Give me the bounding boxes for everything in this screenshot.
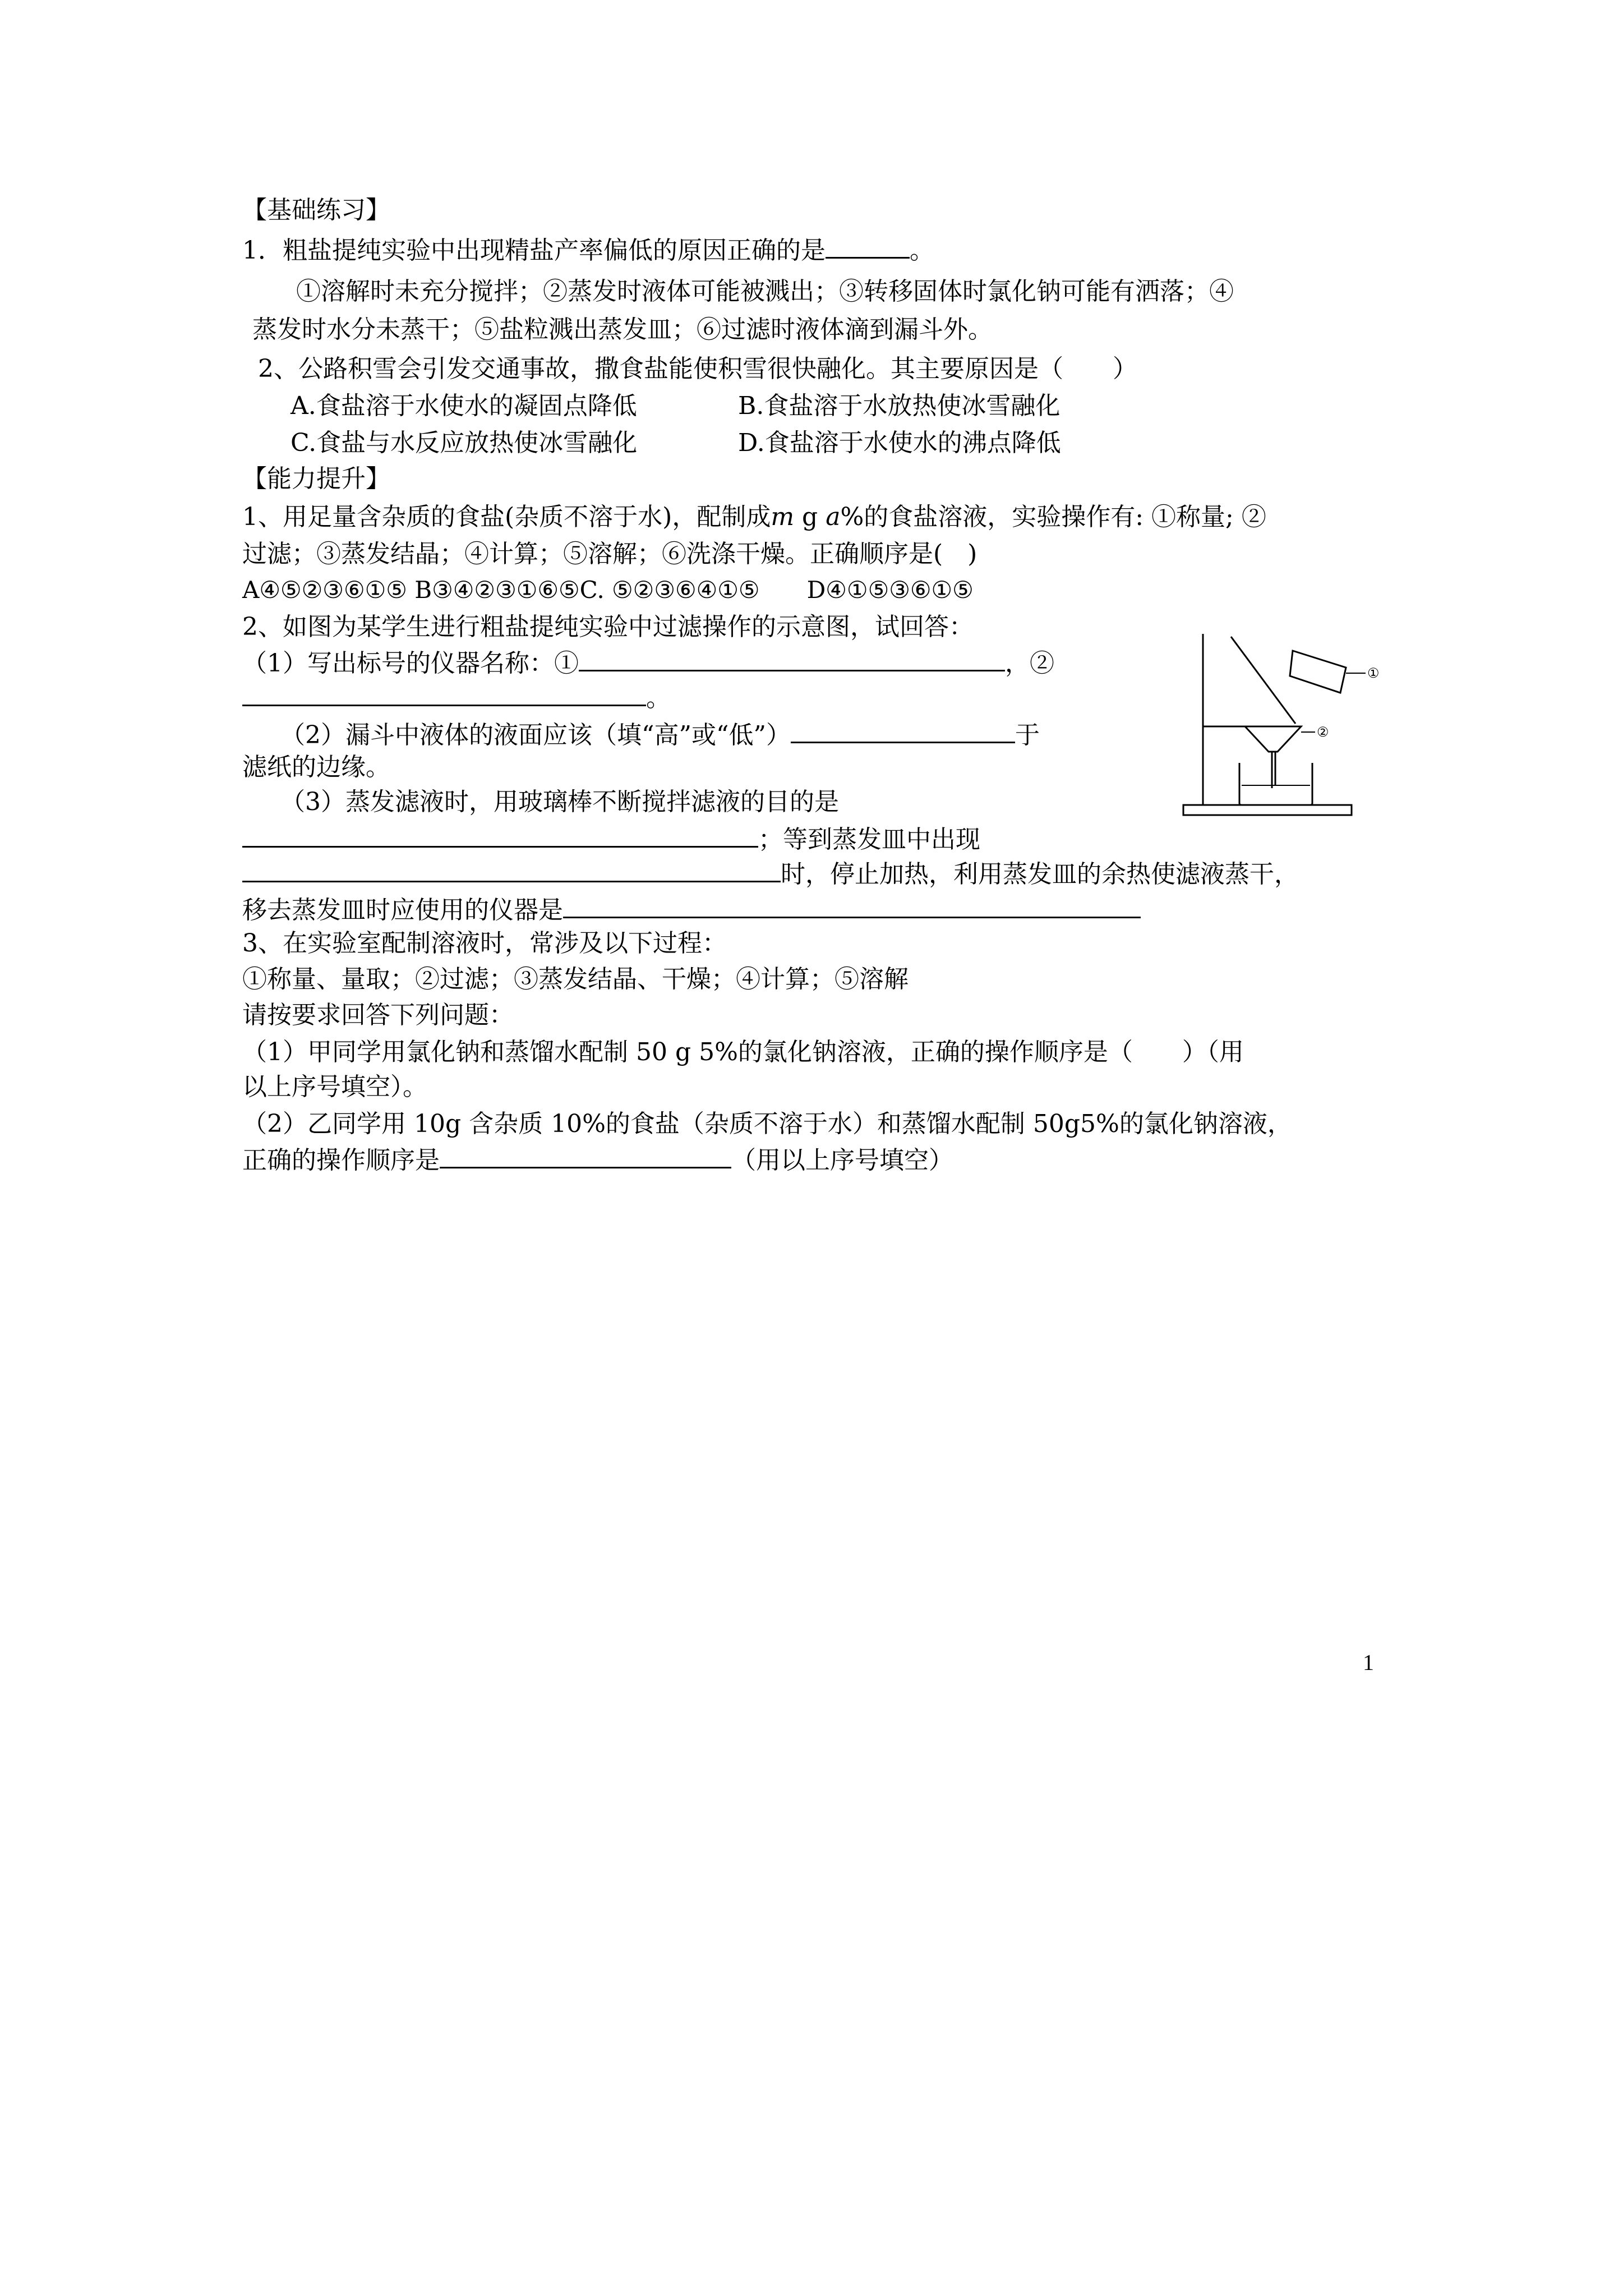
basic-q2-option-d: D.食盐溶于水使水的沸点降低	[738, 429, 1061, 457]
answer-blank[interactable]	[826, 232, 910, 259]
basic-q2-stem: 2、公路积雪会引发交通事故，撒食盐能使积雪很快融化。其主要原因是（ ）	[258, 355, 1137, 383]
ability-q3-steps: ①称量、量取；②过滤；③蒸发结晶、干燥；④计算；⑤溶解	[242, 965, 909, 993]
ability-q2-stem: 2、如图为某学生进行粗盐提纯实验中过滤操作的示意图，试回答：	[242, 613, 974, 641]
answer-blank[interactable]	[242, 821, 758, 848]
basic-q2-option-a: A.食盐溶于水使水的凝固点降低	[291, 392, 637, 420]
ability-q3-stem: 3、在实验室配制溶液时，常涉及以下过程：	[242, 929, 727, 958]
ability-q3-part2-line2: 正确的操作顺序是 （用以上序号填空）	[242, 1142, 953, 1177]
basic-q2-option-c: C.食盐与水反应放热使冰雪融化	[291, 429, 638, 457]
answer-blank[interactable]	[242, 856, 781, 882]
answer-blank[interactable]	[563, 892, 1141, 918]
ability-q2-part3-line3: 时，停止加热，利用蒸发皿的余热使滤液蒸干，	[242, 856, 1299, 891]
basic-q2-option-b: B.食盐溶于水放热使冰雪融化	[738, 392, 1061, 420]
filtration-apparatus-figure	[1178, 617, 1385, 825]
pouring-beaker	[1290, 651, 1346, 693]
figure-label-2: ②	[1317, 724, 1329, 740]
stand-base	[1183, 805, 1352, 815]
section-title-ability: 【能力提升】	[242, 464, 390, 493]
figure-label-1: ①	[1367, 665, 1380, 681]
page-number: 1	[1363, 1650, 1374, 1675]
ability-q3-part1-line1: （1）甲同学用氯化钠和蒸馏水配制 50 g 5%的氯化钠溶液，正确的操作顺序是（ ）（用	[242, 1038, 1244, 1066]
answer-blank[interactable]	[440, 1142, 731, 1168]
basic-q1-options-line1: ①溶解时未充分搅拌；②蒸发时液体可能被溅出；③转移固体时氯化钠可能有洒落；④	[296, 277, 1234, 306]
ability-q1-line1: 1、用足量含杂质的食盐(杂质不溶于水)，配制成m g a%的食盐溶液，实验操作有: ①称量; ②	[242, 503, 1266, 531]
funnel	[1245, 726, 1301, 752]
ability-q2-part3-line1: （3）蒸发滤液时，用玻璃棒不断搅拌滤液的目的是	[280, 788, 839, 816]
ability-q3-part2-line1: （2）乙同学用 10g 含杂质 10%的食盐（杂质不溶于水）和蒸馏水配制 50g5%的氯化钠溶液，	[242, 1110, 1292, 1138]
basic-q1-stem: 1．粗盐提纯实验中出现精盐产率偏低的原因正确的是 。	[242, 232, 934, 268]
glass-rod	[1231, 637, 1295, 724]
answer-blank[interactable]	[242, 680, 646, 706]
answer-blank[interactable]	[579, 645, 1005, 671]
ability-q1-line2: 过滤；③蒸发结晶；④计算；⑤溶解；⑥洗涤干燥。正确顺序是( )	[242, 540, 978, 568]
answer-blank[interactable]	[791, 717, 1015, 743]
ability-q2-part2-line2: 滤纸的边缘。	[242, 753, 390, 781]
ability-q2-part3-line4: 移去蒸发皿时应使用的仪器是	[242, 892, 1141, 927]
ability-q3-ask: 请按要求回答下列问题：	[242, 1001, 514, 1029]
ability-q2-part1-line1: （1）写出标号的仪器名称：① ，②	[242, 645, 1054, 680]
ability-q2-part2-line1: （2）漏斗中液体的液面应该（填“高”或“低”） 于	[280, 717, 1040, 752]
section-title-basic: 【基础练习】	[242, 196, 390, 224]
ability-q2-part3-line2: ；等到蒸发皿中出现	[242, 821, 980, 857]
ability-q3-part1-line2: 以上序号填空）。	[242, 1073, 427, 1101]
ability-q1-options: A④⑤②③⑥①⑤ B③④②③①⑥⑤C. ⑤②③⑥④①⑤ D④①⑤③⑥①⑤	[242, 576, 974, 604]
basic-q1-options-line2: 蒸发时水分未蒸干；⑤盐粒溅出蒸发皿；⑥过滤时液体滴到漏斗外。	[252, 315, 993, 344]
ability-q2-part1-line2: 。	[242, 680, 671, 715]
